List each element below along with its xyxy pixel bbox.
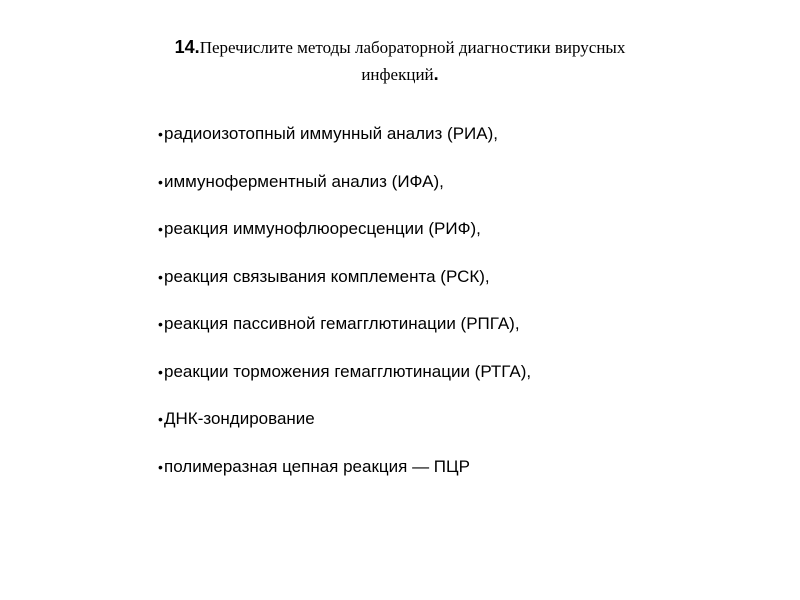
list-item — [158, 122, 531, 170]
list-item — [158, 455, 531, 503]
bullet-icon: • — [158, 458, 163, 475]
slide-title — [100, 34, 700, 88]
list-item-text: полимеразная цепная реакция — ПЦР — [164, 456, 470, 476]
bullet-icon: • — [158, 316, 163, 332]
list-item-text: реакция связывания комплемента (РСК), — [164, 266, 490, 286]
list-item — [158, 170, 531, 218]
list-item — [158, 312, 531, 360]
list-item-text: иммуноферментный анализ (ИФА), — [164, 171, 444, 191]
list-item-text: реакции торможения гемагглютинации (РТГА), — [164, 361, 532, 381]
title-line-1: Перечислите методы лабораторной диагностики вирусных — [199, 38, 626, 57]
title-period: . — [433, 64, 439, 84]
list-item — [158, 360, 531, 408]
list-item-text: радиоизотопный иммунный анализ (РИА), — [164, 124, 498, 143]
list-item — [158, 265, 531, 313]
bullet-icon: • — [158, 221, 163, 237]
title-line-2: инфекций — [361, 65, 434, 84]
bullet-icon: • — [158, 173, 163, 190]
bullet-icon: • — [158, 126, 163, 142]
bullet-icon: • — [158, 411, 163, 427]
question-number: 14. — [174, 37, 200, 57]
methods-list — [158, 122, 531, 502]
list-item — [158, 407, 531, 455]
bullet-icon: • — [158, 268, 163, 285]
bullet-icon: • — [158, 363, 163, 380]
list-item-text: реакция пассивной гемагглютинации (РПГА), — [164, 314, 520, 333]
list-item-text: ДНК-зондирование — [164, 409, 315, 428]
list-item — [158, 217, 531, 265]
list-item-text: реакция иммунофлюоресценции (РИФ), — [164, 219, 481, 238]
